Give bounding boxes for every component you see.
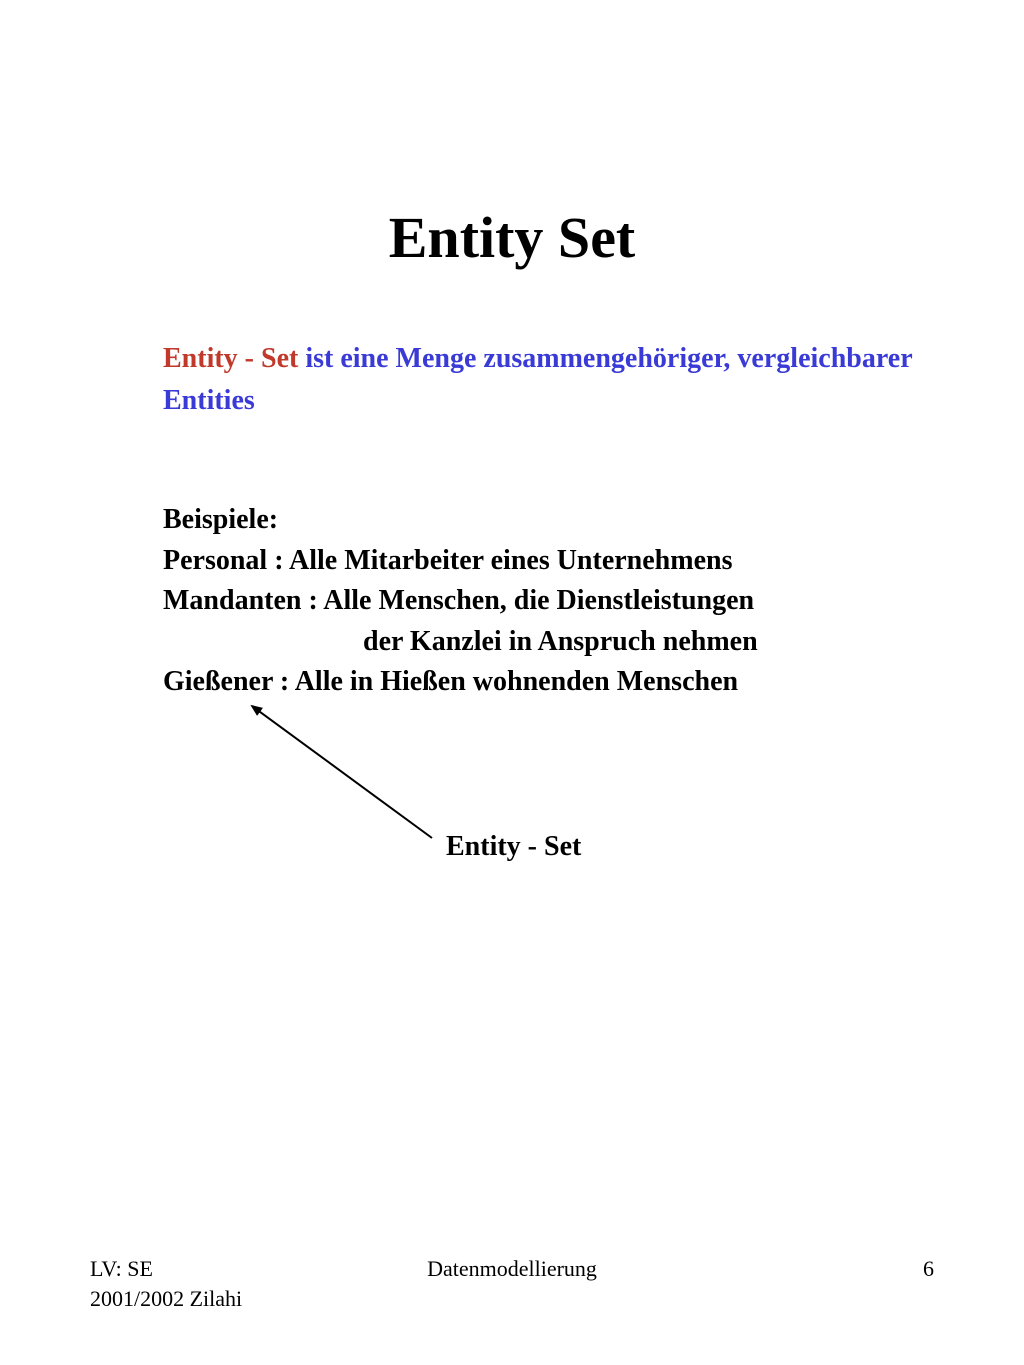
- footer-topic: Datenmodellierung: [427, 1256, 597, 1281]
- annotation-label: Entity - Set: [446, 831, 582, 862]
- definition: [163, 338, 923, 422]
- definition-text: ist eine Menge zusammengehöriger, vergleichbarer Entities: [163, 343, 913, 416]
- example-line-giessener: Gießener : Alle in Hießen wohnenden Menschen: [163, 666, 739, 697]
- footer-term-author: 2001/2002 Zilahi: [90, 1286, 243, 1311]
- example-line-mandanten: Mandanten : Alle Menschen, die Dienstleistungen: [163, 585, 755, 616]
- definition-term: Entity - Set: [163, 343, 299, 374]
- page-number: 6: [923, 1256, 934, 1281]
- example-line-mandanten-continued: der Kanzlei in Anspruch nehmen: [363, 625, 758, 657]
- examples-block: [163, 500, 963, 703]
- examples-heading: Beispiele:: [163, 504, 279, 535]
- slide-title: Entity Set: [388, 205, 636, 270]
- example-line-personal: Personal : Alle Mitarbeiter eines Unternehmens: [163, 544, 733, 576]
- footer-course: LV: SE: [90, 1256, 153, 1281]
